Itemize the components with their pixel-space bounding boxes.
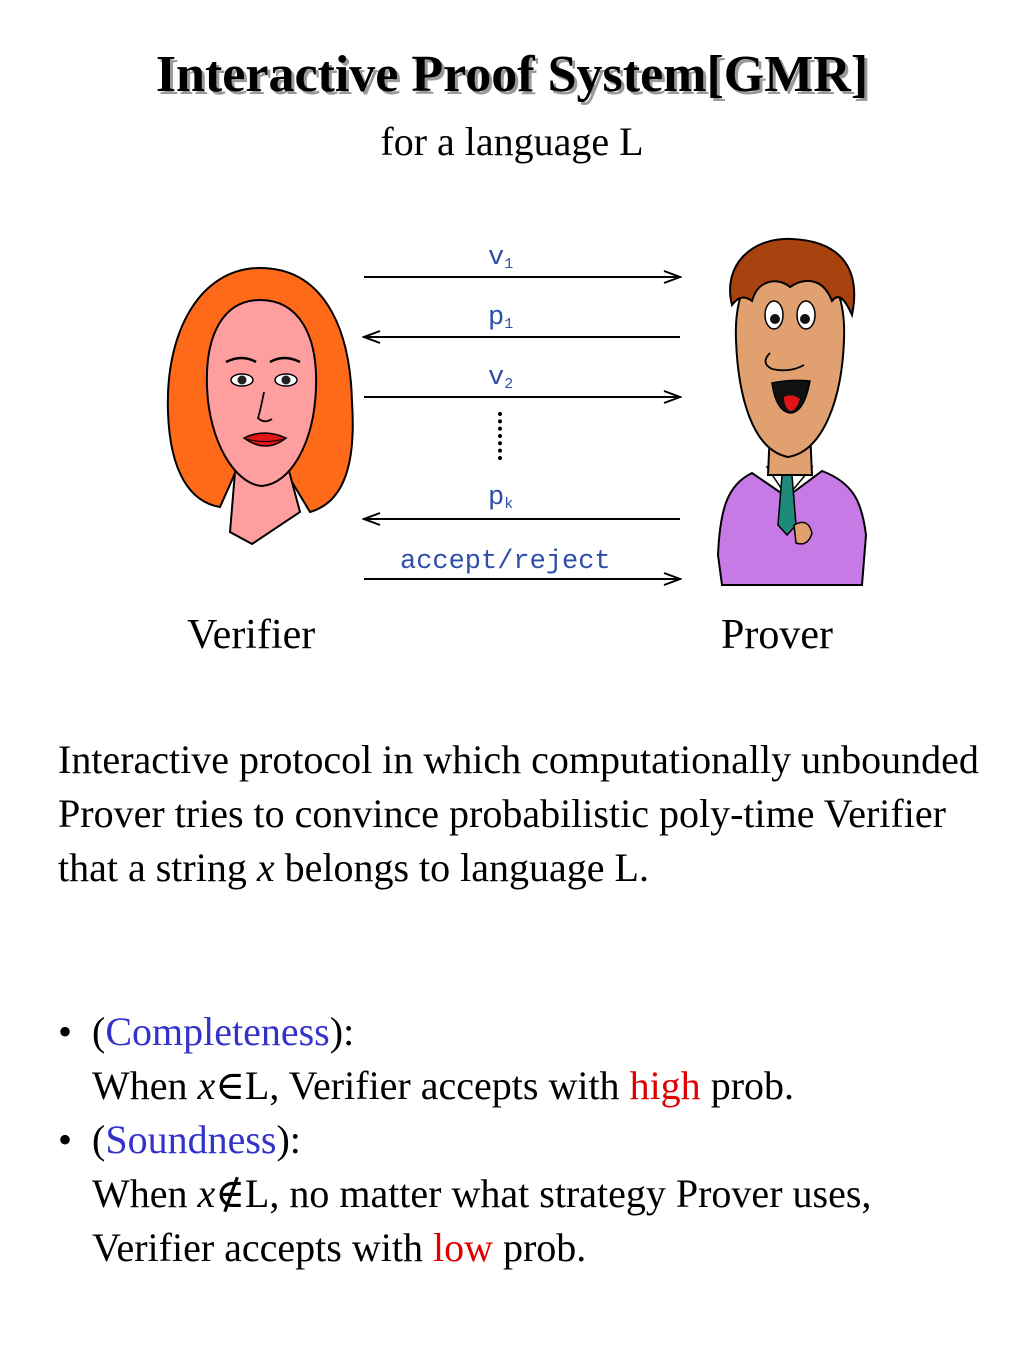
- arrow-to-verifier: [362, 329, 682, 345]
- slide-subtitle: for a language L: [380, 119, 644, 164]
- emphasis-low: low: [432, 1225, 493, 1270]
- message-exchange-diagram: [150, 225, 890, 615]
- list-item-soundness: • (Soundness): When x∉L, no matter what strategy Prover uses, Verifier accepts with low prob.: [58, 1113, 998, 1275]
- prover-label: Prover: [721, 612, 833, 658]
- arrow-to-verifier: [362, 511, 682, 527]
- protocol-description: Interactive protocol in which computationally unbounded Prover tries to convince probabilistic poly-time Verifier that a string x belongs to language L.: [58, 737, 979, 890]
- bullet-dot: •: [58, 1009, 73, 1054]
- arrow-to-prover: [362, 389, 682, 405]
- property-name-completeness: Completeness: [105, 1009, 330, 1054]
- emphasis-high: high: [629, 1063, 701, 1108]
- property-name-soundness: Soundness: [105, 1117, 277, 1162]
- properties-list: [58, 1005, 998, 1275]
- verifier-label: Verifier: [187, 612, 316, 658]
- message-label-p1: $p_1$: [488, 303, 514, 333]
- slide-title: Interactive Proof System[GMR]: [155, 46, 869, 103]
- message-label-v1: $v_1$: [488, 243, 514, 273]
- message-label-v2: $v_2$: [488, 363, 514, 393]
- ellipsis-dots: [498, 412, 502, 460]
- message-label-pk: $p_k$: [488, 483, 514, 513]
- list-item-completeness: • (Completeness): When x∈L, Verifier accepts with high prob.: [58, 1005, 998, 1113]
- bullet-dot: •: [58, 1117, 73, 1162]
- arrow-to-prover: [362, 571, 682, 587]
- message-label-accept-reject: accept/reject: [400, 547, 611, 577]
- arrow-to-prover: [362, 269, 682, 285]
